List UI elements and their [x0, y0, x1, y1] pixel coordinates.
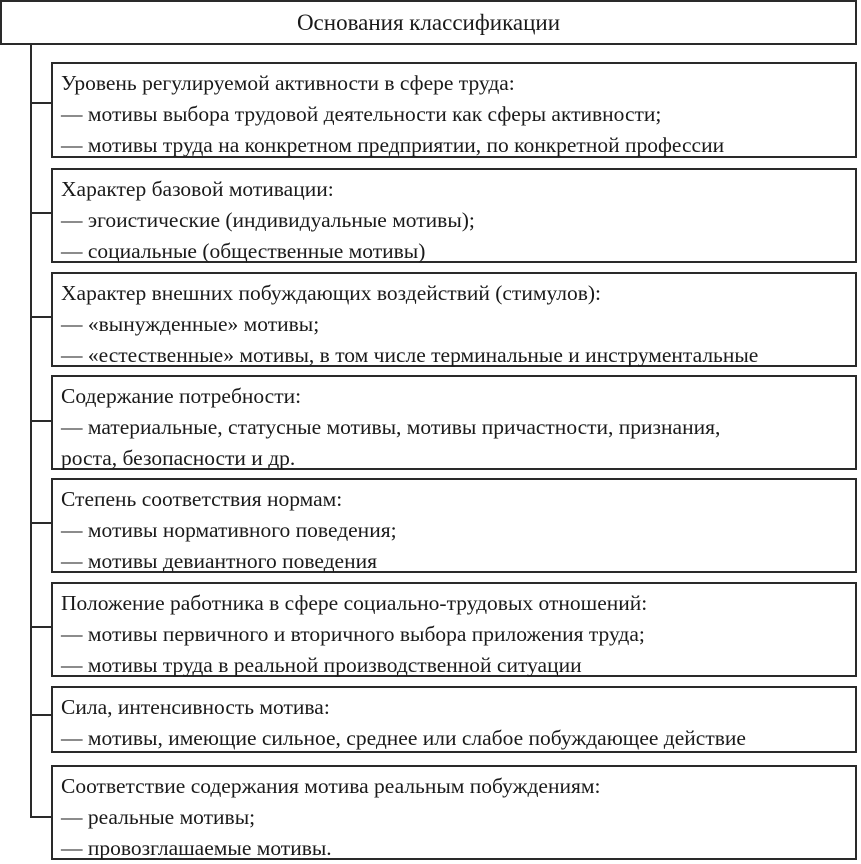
connector-branch — [30, 626, 51, 628]
classification-root-box — [0, 0, 857, 45]
item-line: — мотивы девиантного поведения — [61, 549, 377, 573]
item-line: — «естественные» мотивы, в том числе терминальные и инструментальные — [61, 343, 759, 367]
connector-trunk — [30, 45, 32, 818]
item-heading: Характер базовой мотивации: — [61, 177, 334, 201]
item-heading: Сила, интенсивность мотива: — [61, 695, 330, 719]
item-heading: Положение работника в сфере социально-трудовых отношений: — [61, 591, 648, 615]
classification-item-motive-strength — [51, 686, 857, 753]
item-line: — мотивы нормативного поведения; — [61, 518, 397, 542]
item-line: — эгоистические (индивидуальные мотивы); — [61, 208, 475, 232]
classification-item-real-correspondence — [51, 765, 857, 860]
classification-item-external-stimuli — [51, 272, 857, 367]
connector-branch — [30, 102, 51, 104]
item-heading: Степень соответствия нормам: — [61, 487, 343, 511]
classification-item-need-content — [51, 375, 857, 470]
item-line: — реальные мотивы; — [61, 805, 256, 829]
item-line: — мотивы первичного и вторичного выбора приложения труда; — [61, 622, 645, 646]
item-line: — провозглашаемые мотивы. — [61, 836, 332, 860]
item-heading: Уровень регулируемой активности в сфере труда: — [61, 71, 515, 95]
connector-branch — [30, 316, 51, 318]
connector-branch — [30, 522, 51, 524]
item-heading: Содержание потребности: — [61, 384, 302, 408]
item-line: — мотивы выбора трудовой деятельности как сферы активности; — [61, 102, 662, 126]
item-heading: Характер внешних побуждающих воздействий (стимулов): — [61, 281, 602, 305]
item-line: — социальные (общественные мотивы) — [61, 239, 426, 263]
classification-item-worker-position — [51, 582, 857, 677]
item-line: — «вынужденные» мотивы; — [61, 312, 320, 336]
item-line: — мотивы, имеющие сильное, среднее или слабое побуждающее действие — [61, 726, 746, 750]
classification-item-base-motivation — [51, 168, 857, 263]
item-line: роста, безопасности и др. — [61, 446, 296, 470]
connector-branch — [30, 714, 51, 716]
connector-branch — [30, 420, 51, 422]
classification-item-norm-compliance — [51, 478, 857, 573]
item-line: — мотивы труда в реальной производственной ситуации — [61, 653, 582, 677]
connector-branch — [30, 816, 51, 818]
classification-item-activity-level — [51, 62, 857, 158]
item-line: — материальные, статусные мотивы, мотивы причастности, признания, — [61, 415, 721, 439]
item-line: — мотивы труда на конкретном предприятии, по конкретной профессии — [61, 133, 725, 157]
connector-branch — [30, 212, 51, 214]
classification-root-title: Основания классификации — [296, 10, 561, 35]
item-heading: Соответствие содержания мотива реальным побуждениям: — [61, 774, 601, 798]
